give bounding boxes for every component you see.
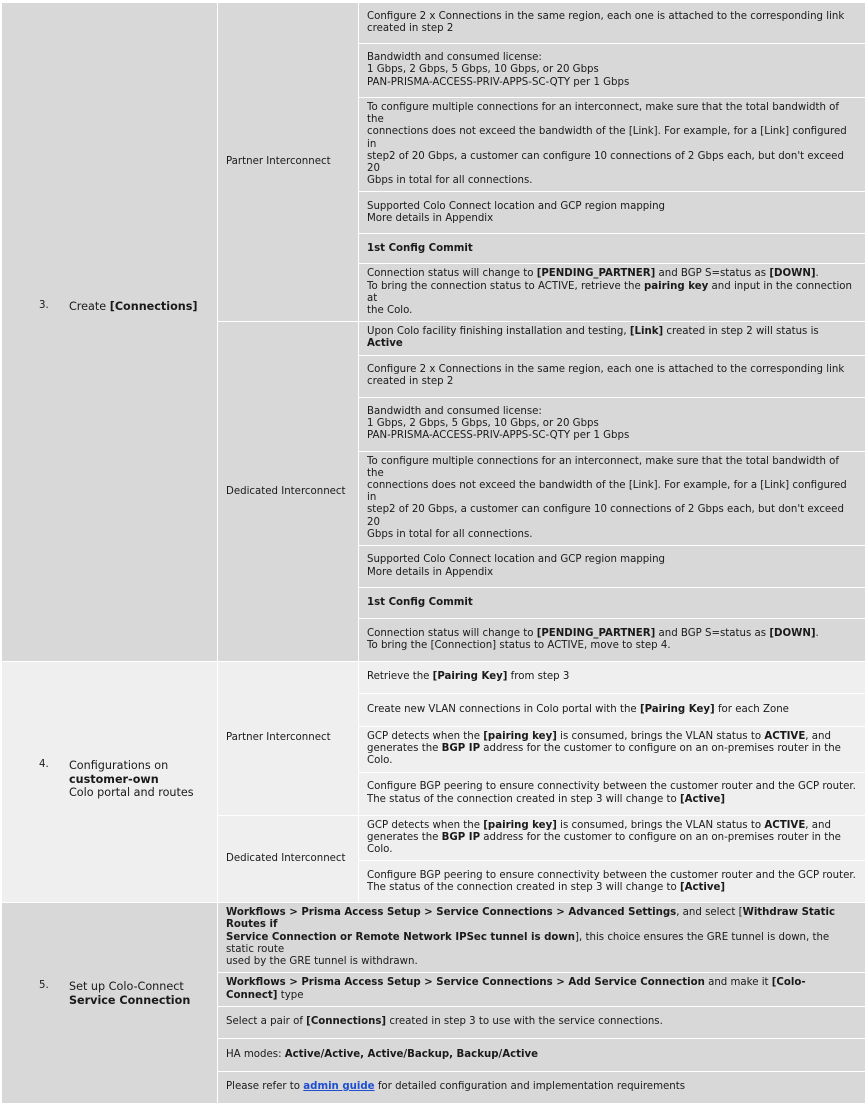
text-cell: Please refer to admin guide for detailed configuration and implementation requirements [218, 1071, 866, 1103]
text-cell: Configure 2 x Connections in the same region, each one is attached to the corresponding link created in step 2 [359, 3, 866, 44]
text-cell: Workflows > Prisma Access Setup > Service Connections > Advanced Settings, and select [Withdraw Static Routes if Service Connection or Remote Network IPSec tunnel is down], this choice ensures the GRE tunnel is down, the static route used by the GRE tunnel is withdrawn. [218, 903, 866, 973]
instruction-table [1, 2, 866, 1104]
step-number: 5. [39, 980, 49, 992]
dedicated-interconnect-label: Dedicated Interconnect [218, 815, 359, 903]
text-cell: Connection status will change to [PENDING_PARTNER] and BGP S=status as [DOWN]. To bring the connection status to ACTIVE, retrieve the pairing key and input in the connection at the Colo. [359, 264, 866, 322]
step-title: Configurations on customer-own Colo portal and routes [69, 759, 194, 800]
text-cell: To configure multiple connections for an interconnect, make sure that the total bandwidth of the connections does not exceed the bandwidth of the [Link]. For example, for a [Link] configured in step2 of 20 Gbps, a customer can configure 10 connections of 2 Gbps each, but don't exceed 20 Gbps in total for all connections. [359, 98, 866, 192]
partner-interconnect-label: Partner Interconnect [218, 662, 359, 816]
text-cell: Create new VLAN connections in Colo portal with the [Pairing Key] for each Zone [359, 694, 866, 727]
text-cell: GCP detects when the [pairing key] is consumed, brings the VLAN status to ACTIVE, and generates the BGP IP address for the customer to configure on an on-premises router in the Colo. [359, 815, 866, 861]
text-cell: Workflows > Prisma Access Setup > Service Connections > Add Service Connection and make it [Colo-Connect] type [218, 973, 866, 1006]
text-cell: Bandwidth and consumed license: 1 Gbps, 2 Gbps, 5 Gbps, 10 Gbps, or 20 Gbps PAN-PRISMA-ACCESS-PRIV-APPS-SC-QTY per 1 Gbps [359, 397, 866, 451]
text-cell: Connection status will change to [PENDING_PARTNER] and BGP S=status as [DOWN]. To bring the [Connection] status to ACTIVE, move to step 4. [359, 619, 866, 662]
text-cell: Configure 2 x Connections in the same region, each one is attached to the corresponding link created in step 2 [359, 355, 866, 397]
step-4-cell [2, 662, 218, 903]
step-3-cell [2, 3, 218, 662]
step-title: Create [Connections] [69, 300, 198, 313]
text-cell: Retrieve the [Pairing Key] from step 3 [359, 662, 866, 694]
admin-guide-link[interactable]: admin guide [303, 1081, 375, 1093]
text-cell: 1st Config Commit [359, 234, 866, 264]
text-cell: To configure multiple connections for an interconnect, make sure that the total bandwidth of the connections does not exceed the bandwidth of the [Link]. For example, for a [Link] configured in step2 of 20 Gbps, a customer can configure 10 connections of 2 Gbps each, but don't exceed 20 Gbps in total for all connections. [359, 451, 866, 545]
text-cell: Bandwidth and consumed license: 1 Gbps, 2 Gbps, 5 Gbps, 10 Gbps, or 20 Gbps PAN-PRISMA-ACCESS-PRIV-APPS-SC-QTY per 1 Gbps [359, 44, 866, 98]
dedicated-interconnect-label: Dedicated Interconnect [218, 322, 359, 662]
step-number: 4. [39, 759, 49, 771]
text-cell: Supported Colo Connect location and GCP region mapping More details in Appendix [359, 546, 866, 588]
text-cell: Select a pair of [Connections] created in step 3 to use with the service connections. [218, 1006, 866, 1038]
text-cell: HA modes: Active/Active, Active/Backup, Backup/Active [218, 1038, 866, 1071]
text-cell: Configure BGP peering to ensure connectivity between the customer router and the GCP router. The status of the connection created in step 3 will change to [Active] [359, 772, 866, 815]
partner-interconnect-label: Partner Interconnect [218, 3, 359, 322]
text-cell: Configure BGP peering to ensure connectivity between the customer router and the GCP router. The status of the connection created in step 3 will change to [Active] [359, 861, 866, 903]
text-cell: Supported Colo Connect location and GCP region mapping More details in Appendix [359, 192, 866, 234]
step-number: 3. [39, 300, 49, 311]
step-5-cell [2, 903, 218, 1103]
text-cell: Upon Colo facility finishing installation and testing, [Link] created in step 2 will status is Active [359, 322, 866, 355]
text-cell: 1st Config Commit [359, 588, 866, 619]
step-title: Set up Colo-Connect Service Connection [69, 980, 191, 1007]
text-cell: GCP detects when the [pairing key] is consumed, brings the VLAN status to ACTIVE, and generates the BGP IP address for the customer to configure on an on-premises router in the Colo. [359, 727, 866, 773]
